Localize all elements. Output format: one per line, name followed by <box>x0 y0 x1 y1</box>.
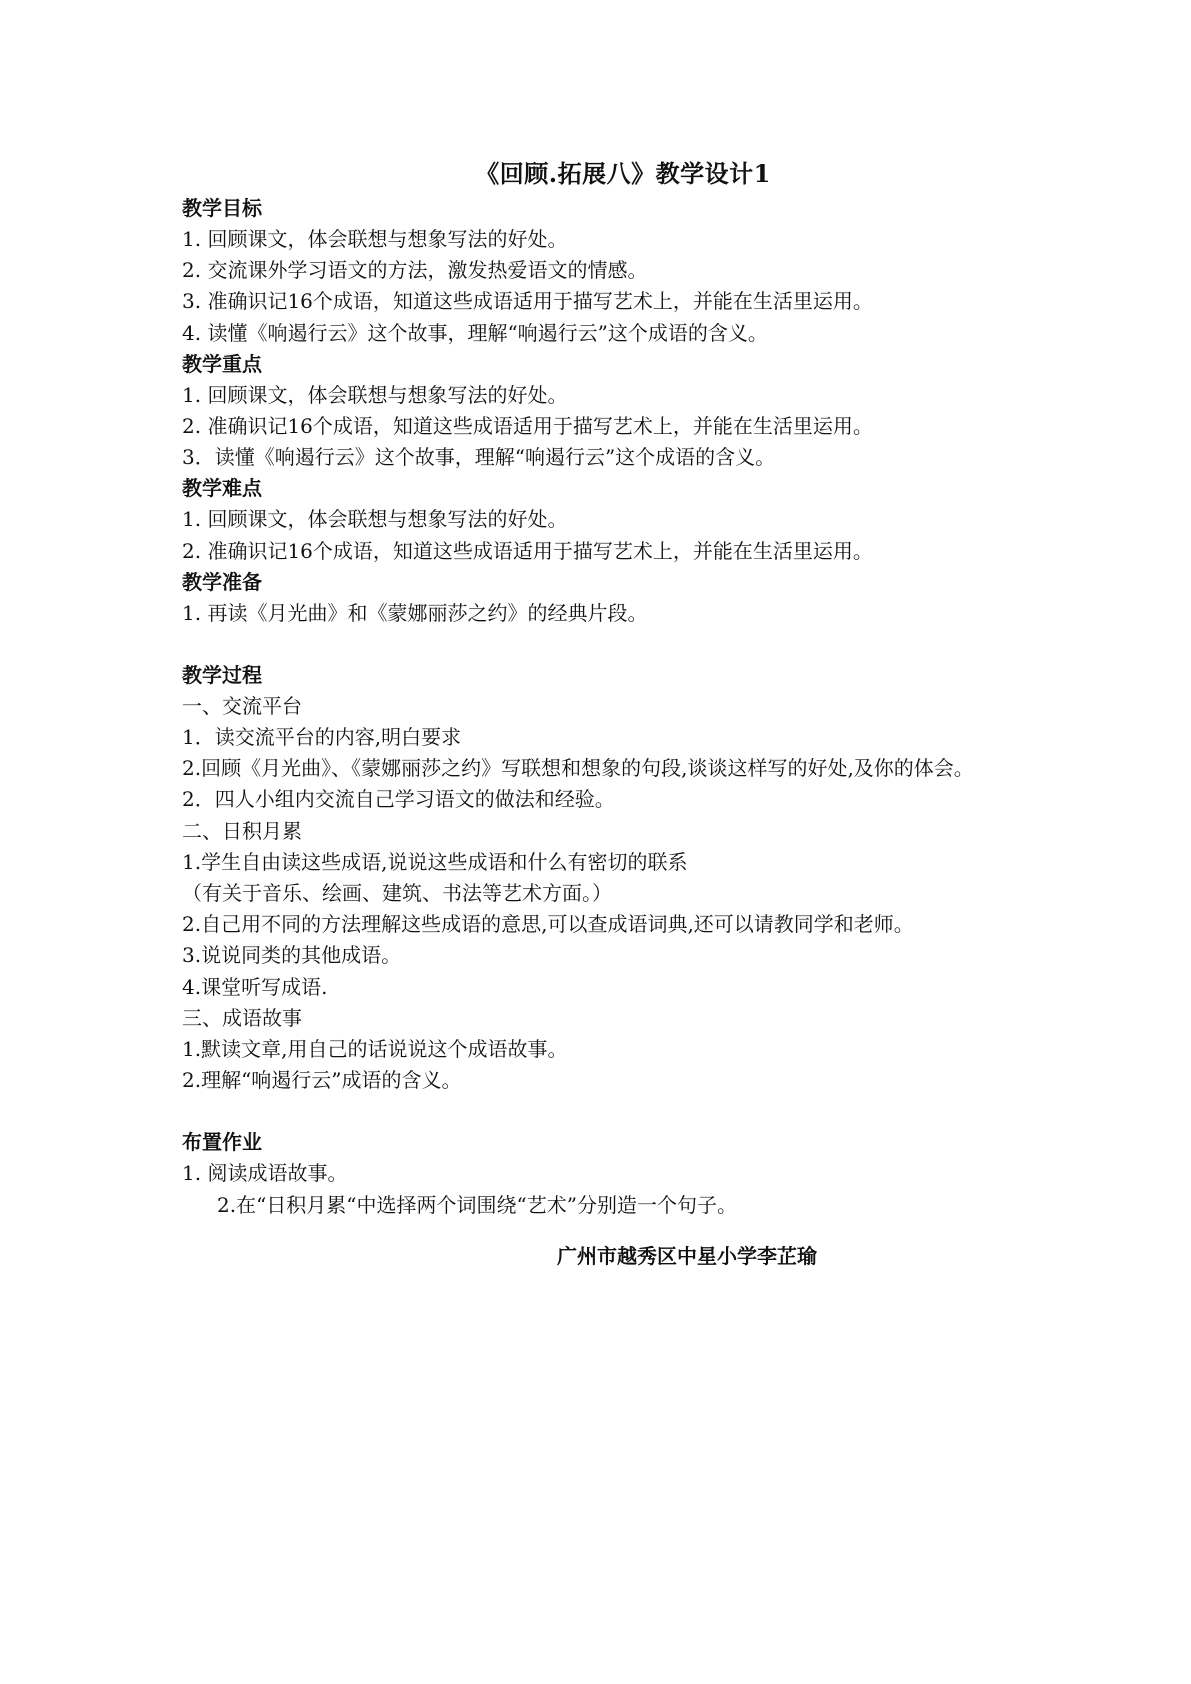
blank-line <box>182 629 1042 660</box>
key-point-item: 2. 准确识记16个成语，知道这些成语适用于描写艺术上，并能在生活里运用。 <box>182 413 873 438</box>
process-line: 2.回顾《月光曲》、《蒙娜丽莎之约》写联想和想象的句段,谈谈这样写的好处,及你的体会。 <box>182 756 974 781</box>
objective-item: 4. 读懂《响遏行云》这个故事，理解“响遏行云”这个成语的含义。 <box>182 320 768 345</box>
process-line: （有关于音乐、绘画、建筑、书法等艺术方面。） <box>182 881 612 906</box>
process-line: 1.默读文章,用自己的话说说这个成语故事。 <box>182 1036 568 1061</box>
difficulty-item: 2. 准确识记16个成语，知道这些成语适用于描写艺术上，并能在生活里运用。 <box>182 538 873 563</box>
process-line: 1.学生自由读这些成语,说说这些成语和什么有密切的联系 <box>182 849 688 874</box>
process-line: 2.理解“响遏行云”成语的含义。 <box>182 1068 462 1093</box>
process-line: 4.课堂听写成语. <box>182 974 328 999</box>
document-page <box>182 155 1042 1273</box>
homework-heading: 布置作业 <box>182 1130 262 1155</box>
objective-item: 3. 准确识记16个成语，知道这些成语适用于描写艺术上，并能在生活里运用。 <box>182 289 873 314</box>
process-line: 2．四人小组内交流自己学习语文的做法和经验。 <box>182 787 615 812</box>
process-heading: 教学过程 <box>182 662 262 687</box>
preparation-heading: 教学准备 <box>182 569 262 594</box>
process-line: 1．读交流平台的内容,明白要求 <box>182 725 462 750</box>
key-points-heading: 教学重点 <box>182 351 262 376</box>
objectives-heading: 教学目标 <box>182 196 262 220</box>
process-line: 一、交流平台 <box>182 693 302 718</box>
homework-item: 2.在“日积月累“中选择两个词围绕“艺术”分别造一个句子。 <box>217 1192 737 1217</box>
difficulty-item: 1. 回顾课文，体会联想与想象写法的好处。 <box>182 507 568 532</box>
objective-item: 1. 回顾课文，体会联想与想象写法的好处。 <box>182 227 568 251</box>
process-line: 3.说说同类的其他成语。 <box>182 943 402 968</box>
process-line: 2.自己用不同的方法理解这些成语的意思,可以查成语词典,还可以请教同学和老师。 <box>182 912 914 937</box>
objective-item: 2. 交流课外学习语文的方法，激发热爱语文的情感。 <box>182 258 648 283</box>
difficulties-heading: 教学难点 <box>182 476 262 501</box>
process-line: 三、成语故事 <box>182 1005 302 1030</box>
preparation-item: 1. 再读《月光曲》和《蒙娜丽莎之约》的经典片段。 <box>182 600 648 625</box>
document-title: 《回顾.拓展八》教学设计1 <box>475 159 771 188</box>
process-line: 二、日积月累 <box>182 818 302 843</box>
author-signature: 广州市越秀区中星小学李芷瑜 <box>557 1243 817 1268</box>
key-point-item: 3．读懂《响遏行云》这个故事，理解“响遏行云”这个成语的含义。 <box>182 445 776 470</box>
key-point-item: 1. 回顾课文，体会联想与想象写法的好处。 <box>182 382 568 407</box>
blank-line <box>182 1096 1042 1127</box>
homework-item: 1. 阅读成语故事。 <box>182 1161 348 1186</box>
